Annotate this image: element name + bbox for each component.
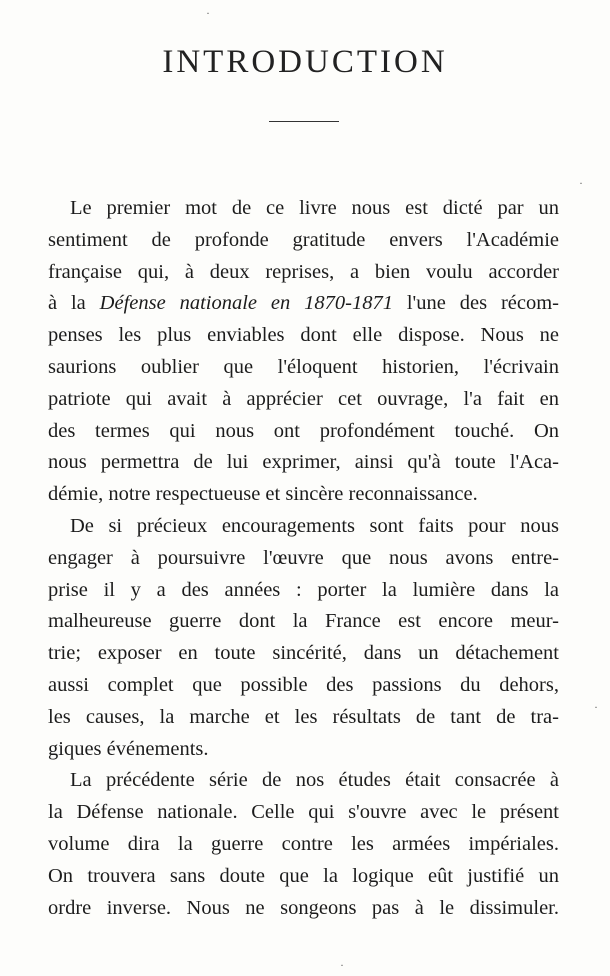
text-line: les causes, la marche et les résultats de tant de tra- (48, 705, 559, 728)
text-run: à la (48, 292, 100, 315)
text-line: aussi complet que possible des passions du dehors, (48, 673, 559, 696)
text-line: trie; exposer en toute sincérité, dans un détachement (48, 642, 559, 665)
text-line: sentiment de profonde gratitude envers l'Académie (48, 228, 559, 251)
title-rule (269, 121, 339, 122)
text-line: démie, notre respectueuse et sincère reconnaissance. (48, 483, 478, 506)
text-line: prise il y a des années : porter la lumière dans la (48, 578, 559, 601)
text-line: des termes qui nous ont profondément touché. On (48, 419, 559, 442)
text-line: ordre inverse. Nous ne songeons pas à le dissimuler. (48, 896, 559, 919)
text-line: De si précieux encouragements sont faits pour nous (70, 514, 559, 537)
text-run: l'une des récom- (392, 292, 559, 315)
text-line: patriote qui avait à apprécier cet ouvrage, l'a fait en (48, 387, 559, 410)
text-line: française qui, à deux reprises, a bien voulu accorder (48, 260, 559, 283)
body-text (48, 193, 559, 924)
print-speck: · (579, 176, 583, 190)
text-line: engager à poursuivre l'œuvre que nous avons entre- (48, 546, 559, 569)
chapter-title: INTRODUCTION (162, 44, 448, 80)
text-line: nous permettra de lui exprimer, ainsi qu'à toute l'Aca- (48, 451, 559, 474)
text-line: penses les plus enviables dont elle dispose. Nous ne (48, 324, 559, 347)
text-line: Le premier mot de ce livre nous est dicté par un (70, 197, 559, 219)
text-line: volume dira la guerre contre les armées impériales. (48, 832, 559, 855)
text-line: On trouvera sans doute que la logique eût justifié un (48, 864, 559, 887)
print-speck: · (206, 6, 210, 20)
text-line: saurions oublier que l'éloquent historien, l'écrivain (48, 355, 559, 378)
text-line (48, 288, 559, 320)
italic-title: Défense nationale en 1870-1871 (99, 292, 393, 315)
print-speck: · (340, 958, 344, 972)
print-speck: · (594, 700, 598, 714)
text-line: la Défense nationale. Celle qui s'ouvre avec le présent (48, 801, 559, 824)
text-line: malheureuse guerre dont la France est encore meur- (48, 610, 559, 633)
text-line: giques événements. (48, 737, 209, 760)
text-line: La précédente série de nos études était consacrée à (70, 769, 559, 792)
